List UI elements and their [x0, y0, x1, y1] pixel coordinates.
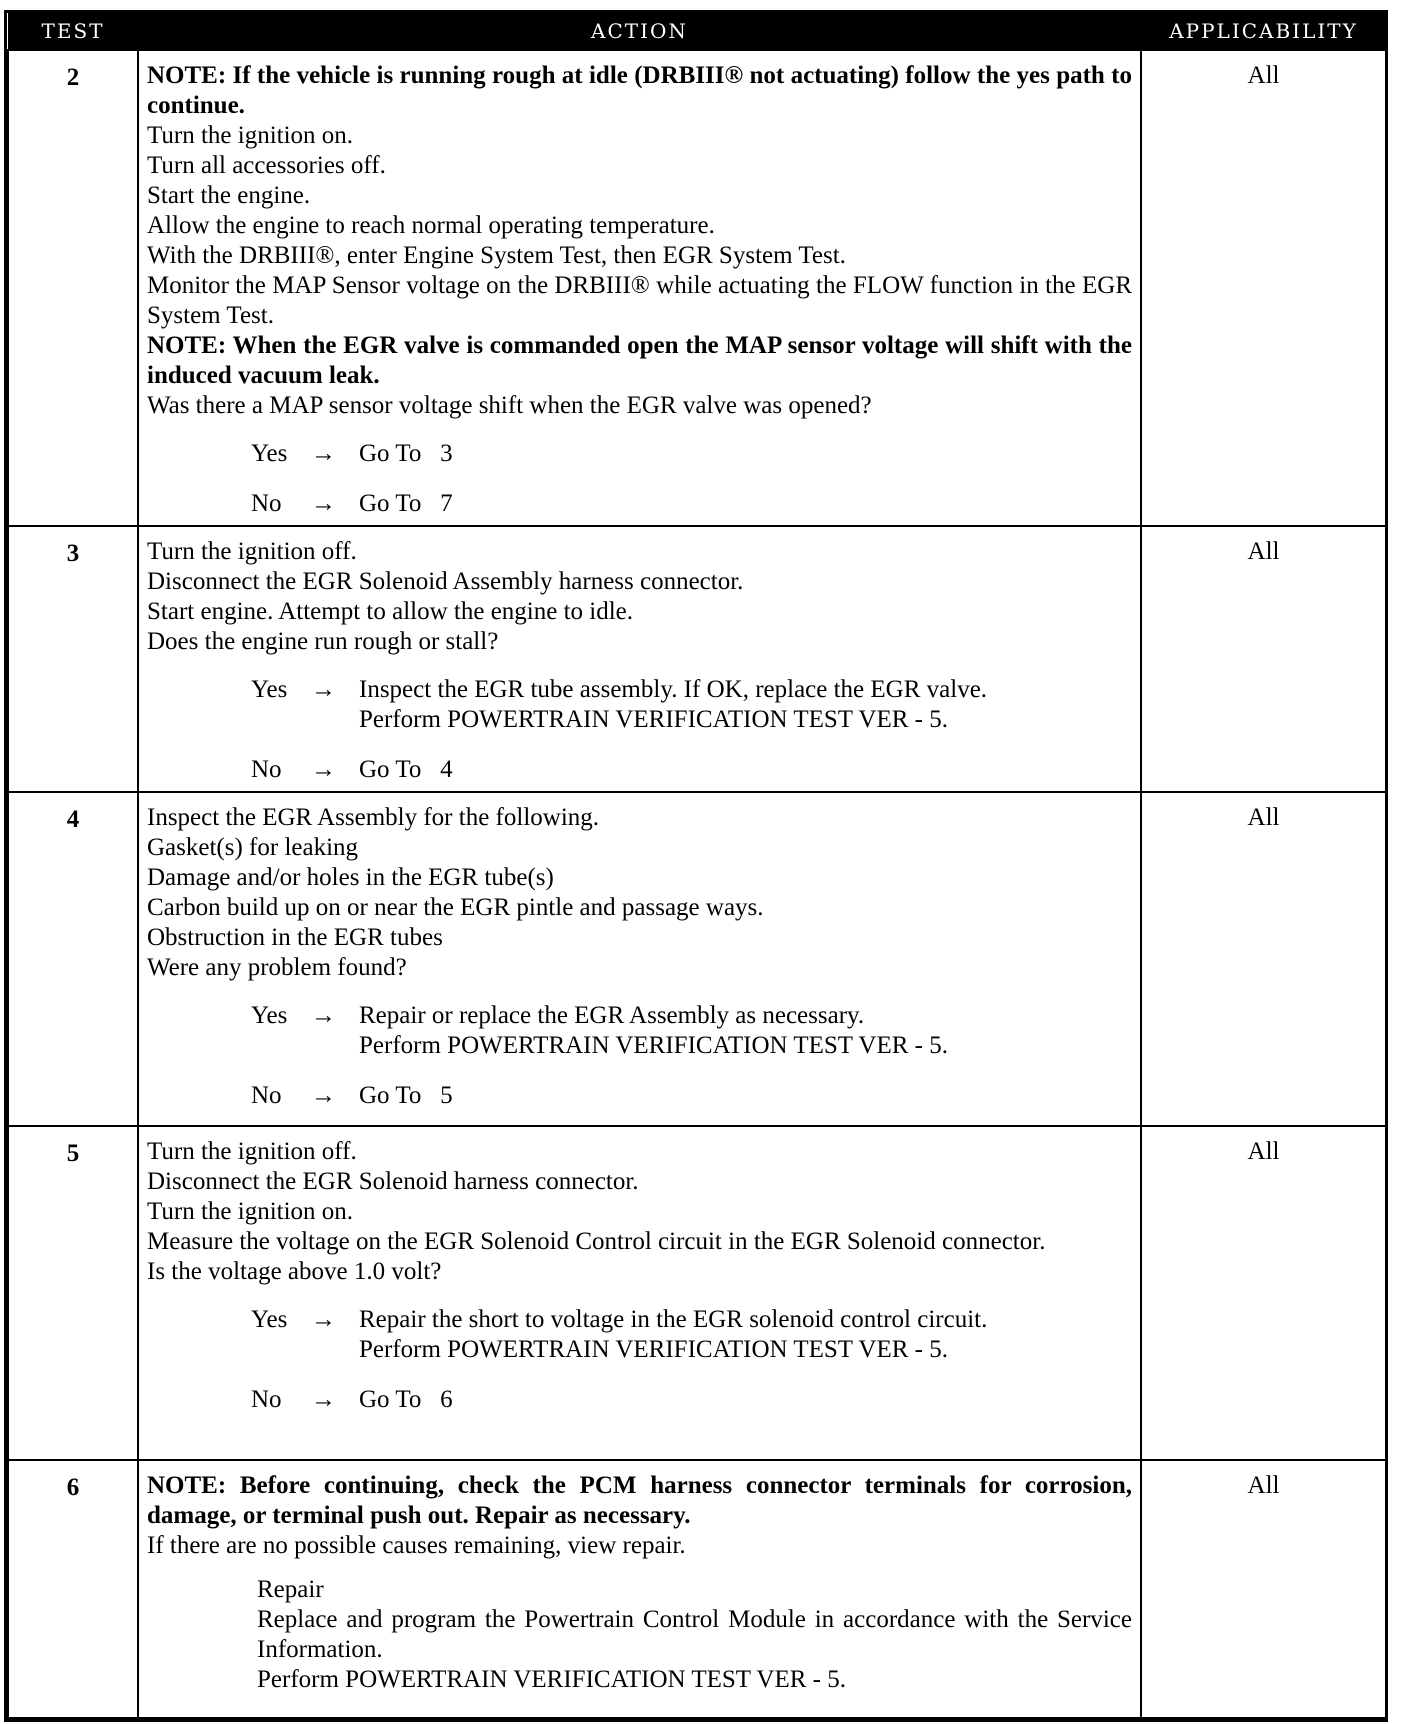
action-cell: [138, 1460, 1141, 1718]
test-number: 2: [8, 50, 138, 526]
action-cell: [138, 1126, 1141, 1460]
applicability-cell: All: [1141, 50, 1386, 526]
yes-answer: [147, 439, 1132, 469]
action-cell: [138, 526, 1141, 792]
step-text: Start the engine.: [147, 182, 311, 209]
yes-result-line: Repair the short to voltage in the EGR solenoid control circuit.: [359, 1306, 988, 1333]
question-text: Is the voltage above 1.0 volt?: [147, 1258, 442, 1285]
yes-result-line: Perform POWERTRAIN VERIFICATION TEST VER - 5.: [359, 1032, 949, 1059]
action-cell: [138, 50, 1141, 526]
arrow-icon: →: [311, 440, 336, 467]
diagnostic-table: [4, 10, 1388, 1722]
step-text: Start engine. Attempt to allow the engine to idle.: [147, 598, 634, 625]
no-label: No: [251, 756, 282, 783]
step-text: Inspect the EGR Assembly for the following.: [147, 804, 600, 831]
header-test: TEST: [8, 13, 138, 50]
arrow-icon: →: [311, 676, 336, 703]
no-answer: [147, 1385, 1132, 1415]
applicability-cell: All: [1141, 526, 1386, 792]
table-row: [8, 1460, 1386, 1718]
step-text: Allow the engine to reach normal operating temperature.: [147, 212, 715, 239]
no-result: Go To 7: [359, 490, 453, 517]
test-number: 5: [8, 1126, 138, 1460]
yes-result: [359, 1001, 1132, 1061]
test-number: 4: [8, 792, 138, 1126]
table-row: [8, 50, 1386, 526]
table-header: [8, 13, 1386, 50]
no-result: Go To 4: [359, 756, 453, 783]
step-text: Obstruction in the EGR tubes: [147, 924, 443, 951]
question-text: Does the engine run rough or stall?: [147, 628, 499, 655]
note-text: NOTE: When the EGR valve is commanded open the MAP sensor voltage will shift with the induced vacuum leak.: [147, 332, 1132, 389]
step-text: Monitor the MAP Sensor voltage on the DRBIII® while actuating the FLOW function in the EGR System Test.: [147, 272, 1132, 329]
step-text: Turn the ignition on.: [147, 1198, 354, 1225]
yes-result-line: Perform POWERTRAIN VERIFICATION TEST VER - 5.: [359, 1336, 949, 1363]
no-label: No: [251, 490, 282, 517]
no-answer: [147, 489, 1132, 519]
step-text: Turn the ignition off.: [147, 538, 357, 565]
step-text: Gasket(s) for leaking: [147, 834, 359, 861]
step-text: Carbon build up on or near the EGR pintle and passage ways.: [147, 894, 764, 921]
step-text: Damage and/or holes in the EGR tube(s): [147, 864, 554, 891]
action-cell: [138, 792, 1141, 1126]
question-text: Were any problem found?: [147, 954, 407, 981]
header-action: ACTION: [138, 13, 1141, 50]
yes-label: Yes: [251, 1306, 288, 1333]
no-label: No: [251, 1386, 282, 1413]
step-text: Disconnect the EGR Solenoid Assembly harness connector.: [147, 568, 744, 595]
header-applicability: APPLICABILITY: [1141, 13, 1386, 50]
yes-result: Go To 3: [359, 440, 453, 467]
yes-result-line: Repair or replace the EGR Assembly as necessary.: [359, 1002, 865, 1029]
arrow-icon: →: [311, 1002, 336, 1029]
note-text: NOTE: Before continuing, check the PCM harness connector terminals for corrosion, damage, or terminal push out. Repair as necessary.: [147, 1472, 1132, 1529]
yes-answer: [147, 675, 1132, 735]
step-text: With the DRBIII®, enter Engine System Test, then EGR System Test.: [147, 242, 846, 269]
repair-instructions: [147, 1605, 1132, 1695]
repair-text-line: Replace and program the Powertrain Control Module in accordance with the Service Information.: [257, 1606, 1132, 1663]
applicability-cell: All: [1141, 792, 1386, 1126]
arrow-icon: →: [311, 490, 336, 517]
step-text: If there are no possible causes remaining, view repair.: [147, 1532, 686, 1559]
step-text: Turn the ignition off.: [147, 1138, 357, 1165]
arrow-icon: →: [311, 1306, 336, 1333]
yes-label: Yes: [251, 1002, 288, 1029]
test-number: 3: [8, 526, 138, 792]
step-text: Turn the ignition on.: [147, 122, 354, 149]
arrow-icon: →: [311, 1082, 336, 1109]
no-label: No: [251, 1082, 282, 1109]
repair-label: Repair: [257, 1576, 324, 1603]
test-number: 6: [8, 1460, 138, 1718]
no-result: Go To 6: [359, 1386, 453, 1413]
no-result: Go To 5: [359, 1082, 453, 1109]
table-row: [8, 792, 1386, 1126]
question-text: Was there a MAP sensor voltage shift when the EGR valve was opened?: [147, 392, 872, 419]
applicability-cell: All: [1141, 1460, 1386, 1718]
no-answer: [147, 755, 1132, 785]
yes-label: Yes: [251, 440, 288, 467]
no-answer: [147, 1081, 1132, 1111]
table-row: [8, 1126, 1386, 1460]
yes-result-line: Inspect the EGR tube assembly. If OK, replace the EGR valve.: [359, 676, 988, 703]
yes-answer: [147, 1305, 1132, 1365]
note-text: NOTE: If the vehicle is running rough at idle (DRBIII® not actuating) follow the yes path to continue.: [147, 62, 1132, 119]
yes-result-line: Perform POWERTRAIN VERIFICATION TEST VER - 5.: [359, 706, 949, 733]
yes-label: Yes: [251, 676, 288, 703]
arrow-icon: →: [311, 756, 336, 783]
yes-result: [359, 675, 1132, 735]
table-row: [8, 526, 1386, 792]
yes-result: [359, 1305, 1132, 1365]
yes-answer: [147, 1001, 1132, 1061]
step-text: Measure the voltage on the EGR Solenoid Control circuit in the EGR Solenoid connector.: [147, 1228, 1046, 1255]
arrow-icon: →: [311, 1386, 336, 1413]
repair-text-line: Perform POWERTRAIN VERIFICATION TEST VER - 5.: [257, 1666, 847, 1693]
step-text: Turn all accessories off.: [147, 152, 386, 179]
applicability-cell: All: [1141, 1126, 1386, 1460]
step-text: Disconnect the EGR Solenoid harness connector.: [147, 1168, 639, 1195]
